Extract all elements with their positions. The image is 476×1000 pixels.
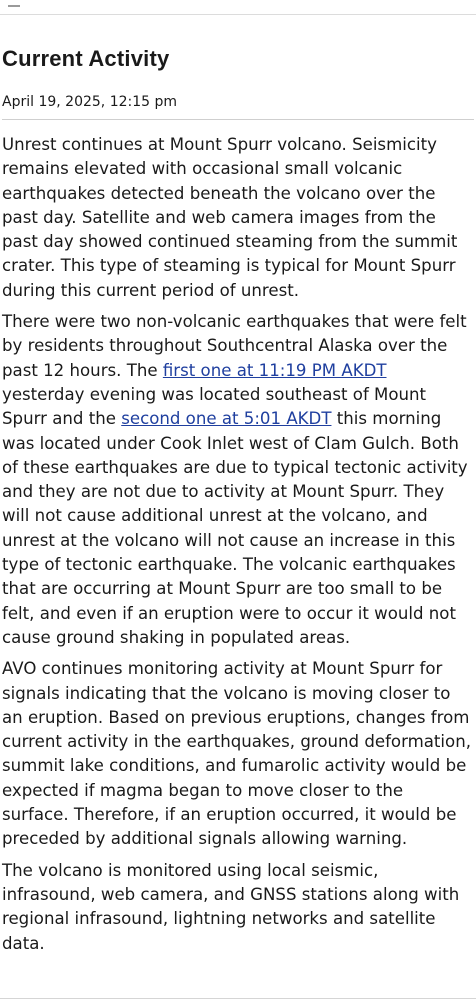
activity-paragraph-4: The volcano is monitored using local seismic, infrasound, web camera, and GNSS stations along with regional infrasound, lightning networks and satellite data. <box>2 860 460 953</box>
activity-paragraph-3: AVO continues monitoring activity at Mount Spurr for signals indicating that the volcano is moving closer to an eruption. Based on previous eruptions, changes from current activity in the earthquakes, ground deformation, summit lake conditions, and fumarolic activity would be expected if magma began to move closer to the surface. Therefore, if an eruption occurred, it would be preceded by additional signals allowing warning. <box>2 659 471 849</box>
menu-icon[interactable] <box>8 5 20 7</box>
paragraph-2-text-a: There were two non-volcanic earthquakes that were felt by residents throughout Southcentral Alaska over the past 12 hours. The <box>2 312 467 380</box>
update-timestamp: April 19, 2025, 12:15 pm <box>2 93 474 120</box>
activity-paragraph-2 <box>2 310 474 650</box>
paragraph-2-text-b: yesterday evening was located southeast of Mount Spurr and the <box>2 384 427 429</box>
current-activity-section <box>2 44 474 956</box>
top-bar <box>0 0 476 15</box>
bottom-divider <box>0 998 476 999</box>
paragraph-2-text-c: this morning was located under Cook Inlet west of Clam Gulch. Both of these earthquakes are due to typical tectonic activity and they are not due to activity at Mount Spurr. They will not cause additional unrest at the volcano, and unrest at the volcano will not cause an increase in this type of tectonic earthquake. The volcanic earthquakes that are occurring at Mount Spurr are too small to be felt, and even if an eruption were to occur it would not cause ground shaking in populated areas. <box>2 409 468 647</box>
activity-paragraph-1: Unrest continues at Mount Spurr volcano. Seismicity remains elevated with occasional small volcanic earthquakes detected beneath the volcano over the past day. Satellite and web camera images from the past day showed continued steaming from the summit crater. This type of steaming is typical for Mount Spurr during this current period of unrest. <box>2 135 458 300</box>
section-title: Current Activity <box>2 46 170 71</box>
first-earthquake-link[interactable]: first one at 11:19 PM AKDT <box>162 360 387 380</box>
second-earthquake-link[interactable]: second one at 5:01 AKDT <box>121 409 332 429</box>
